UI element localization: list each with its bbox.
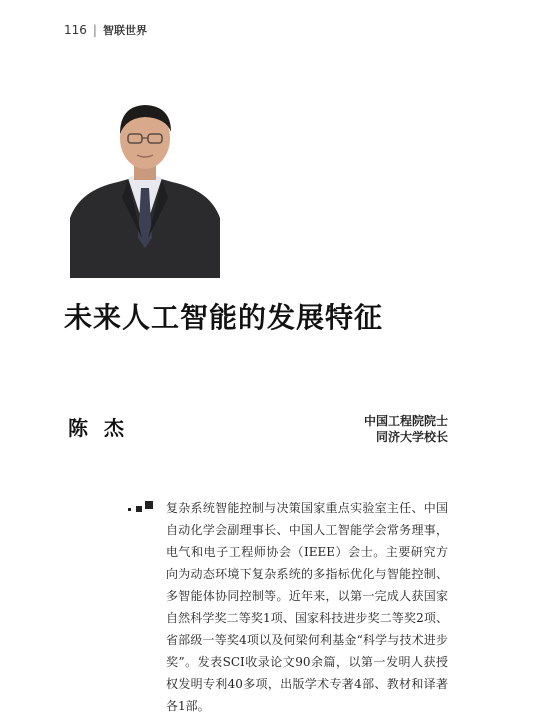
- page-number: 116: [64, 23, 87, 37]
- affiliation-line: 中国工程院院士: [363, 414, 448, 428]
- author-affiliation: [364, 413, 448, 445]
- header-separator: |: [92, 23, 97, 37]
- section-name: 智联世界: [102, 24, 147, 37]
- author-portrait: [70, 98, 220, 278]
- author-name: 陈杰: [68, 416, 140, 440]
- running-header: [64, 22, 147, 38]
- affiliation-line: 同济大学校长: [375, 430, 448, 444]
- article-title: 未来人工智能的发展特征: [64, 301, 384, 334]
- bio-marker-icon: [128, 499, 156, 513]
- author-bio: 复杂系统智能控制与决策国家重点实验室主任、中国自动化学会副理事长、中国人工智能学会常务理事，电气和电子工程师协会（IEEE）会士。主要研究方向为动态环境下复杂系统的多指标优化与智能控制、多智能体协同控制等。近年来，以第一完成人获国家自然科学奖二等奖1项、国家科技进步奖二等奖2项、省部级一等奖4项以及何梁何利基金“科学与技术进步奖”。发表SCI收录论文90余篇，以第一发明人获授权发明专利40多项，出版学术专著4部、教材和译著各1部。: [166, 501, 448, 713]
